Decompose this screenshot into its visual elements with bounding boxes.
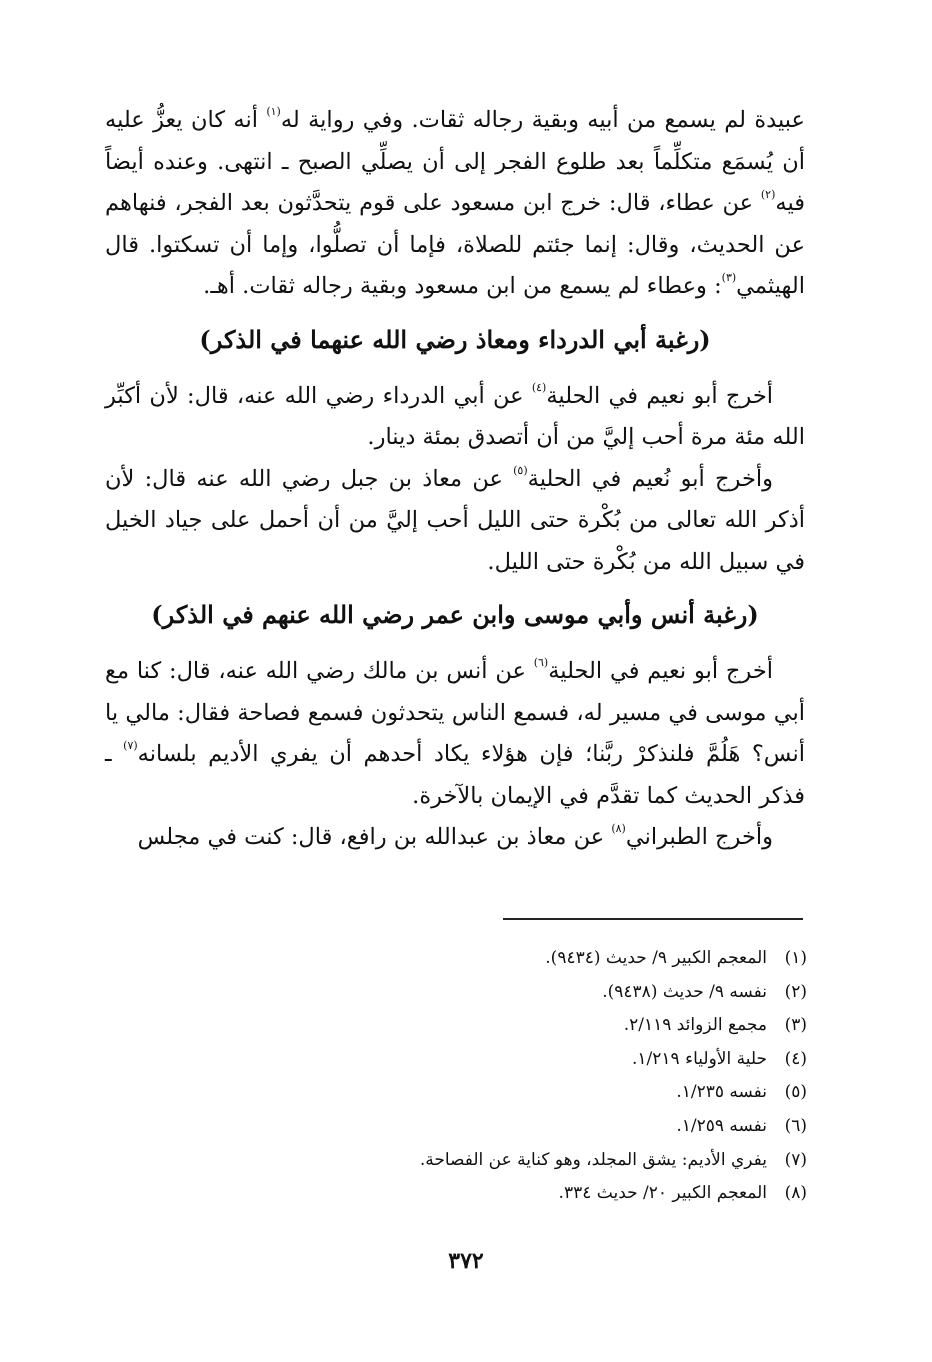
- text-run: عن عطاء، قال: خرج ابن مسعود على قوم يتحدَّثون بعد الفجر، فنهاهم عن الحديث، وقال: إنما جئتم للصلاة، فإما أن تصلُّوا، وإما أن تسكتوا. قال الهيثمي: [105, 190, 805, 299]
- footnote-number: (٧): [784, 1149, 807, 1170]
- footnote-ref-8[interactable]: (٨): [611, 822, 626, 835]
- footnote-text: مجمع الزوائد ٢/١١٩.: [623, 1015, 767, 1036]
- main-text: [105, 100, 805, 859]
- paragraph-1: [105, 100, 805, 308]
- paragraph-4: [105, 651, 805, 817]
- text-run: عبيدة لم يسمع من أبيه وبقية رجاله ثقات. وفي رواية له: [280, 107, 805, 133]
- paragraph-3: [105, 459, 805, 584]
- text-run: ـ فذكر الحديث كما تقدَّم في الإيمان بالآخرة.: [105, 741, 805, 809]
- footnote-text: نفسه ١/٢٥٩.: [676, 1115, 767, 1136]
- text-run: وأخرج أبو نُعيم في الحلية: [527, 465, 773, 492]
- section-heading-abu-darda: (رغبة أبي الدرداء ومعاذ رضي الله عنهما في الذكر): [199, 324, 711, 354]
- footnote-item: [187, 1009, 807, 1043]
- text-run: عن أنس بن مالك رضي الله عنه، قال: كنا مع أبي موسى في مسير له، فسمع الناس يتحدثون فسمع فصاحة فقال: مالي يا أنس؟ هَلُمَّ فلنذكرْ ربَّنا؛ فإن هؤلاء يكاد أحدهم أن يفري الأديم بلسانه: [105, 658, 805, 767]
- text-run: أخرج أبو نعيم في الحلية: [546, 382, 773, 409]
- footnote-number: (٢): [784, 981, 807, 1002]
- footnote-ref-5[interactable]: (٥): [513, 463, 528, 477]
- footnote-item: [187, 1076, 807, 1110]
- text-run: أخرج أبو نعيم في الحلية: [548, 658, 773, 684]
- footnote-ref-7[interactable]: (٧): [123, 739, 138, 752]
- footnote-ref-6[interactable]: (٦): [533, 656, 549, 669]
- footnote-text: يفري الأديم: يشق المجلد، وهو كناية عن الفصاحة.: [419, 1149, 767, 1170]
- footnotes-list: [187, 942, 807, 1211]
- footnote-number: (٥): [784, 1082, 807, 1103]
- footnote-divider: [503, 918, 803, 920]
- footnote-number: (٨): [784, 1183, 807, 1204]
- section-heading-anas: (رغبة أنس وأبي موسى وابن عمر رضي الله عنهم في الذكر): [151, 600, 759, 629]
- footnote-text: نفسه ٩/ حديث (٩٤٣٨).: [602, 981, 767, 1002]
- footnote-item: [187, 1110, 807, 1144]
- footnote-item: [187, 942, 807, 976]
- footnote-ref-1[interactable]: (١): [266, 105, 281, 118]
- footnote-text: نفسه ١/٢٣٥.: [676, 1082, 767, 1103]
- footnote-number: (١): [784, 948, 807, 968]
- text-run: وأخرج الطبراني: [625, 824, 773, 850]
- footnote-ref-2[interactable]: (٢): [760, 188, 776, 201]
- page-number: ٣٧٢: [448, 1248, 484, 1274]
- paragraph-5: [105, 817, 805, 859]
- footnote-ref-3[interactable]: (٣): [721, 271, 737, 284]
- footnote-text: المعجم الكبير ٢٠/ حديث ٣٣٤.: [558, 1183, 767, 1204]
- footnote-item: [187, 1043, 807, 1077]
- footnote-item: [187, 976, 807, 1010]
- text-run: عن معاذ بن عبدالله بن رافع، قال: كنت في مجلس: [137, 824, 612, 850]
- footnote-number: (٦): [784, 1115, 807, 1136]
- footnote-item: [187, 1144, 807, 1178]
- footnote-number: (٤): [784, 1048, 807, 1069]
- footnote-item: [187, 1177, 807, 1211]
- text-run: : وعطاء لم يسمع من ابن مسعود وبقية رجاله ثقات. أهـ.: [203, 273, 722, 299]
- footnote-text: حلية الأولياء ١/٢١٩.: [632, 1048, 767, 1069]
- footnote-number: (٣): [784, 1015, 807, 1036]
- footnote-text: المعجم الكبير ٩/ حديث (٩٤٣٤).: [545, 948, 767, 968]
- text-run: عن أبي الدرداء رضي الله عنه، قال: لأن أكبِّر الله مئة مرة أحب إليَّ من أن أتصدق بمئة دينار.: [105, 382, 805, 450]
- paragraph-2: [105, 376, 805, 459]
- footnote-ref-4[interactable]: (٤): [531, 380, 547, 394]
- text-run: أنه كان يعزُّ عليه أن يُسمَع متكلِّماً بعد طلوع الفجر إلى أن يصلِّي الصبح ـ انتهى. وعنده أيضاً فيه: [105, 107, 805, 216]
- text-run: عن معاذ بن جبل رضي الله عنه قال: لأن أذكر الله تعالى من بُكْرة حتى الليل أحب إليَّ من أن أحمل على جياد الخيل في سبيل الله من بُكْرة حتى الليل.: [105, 465, 805, 575]
